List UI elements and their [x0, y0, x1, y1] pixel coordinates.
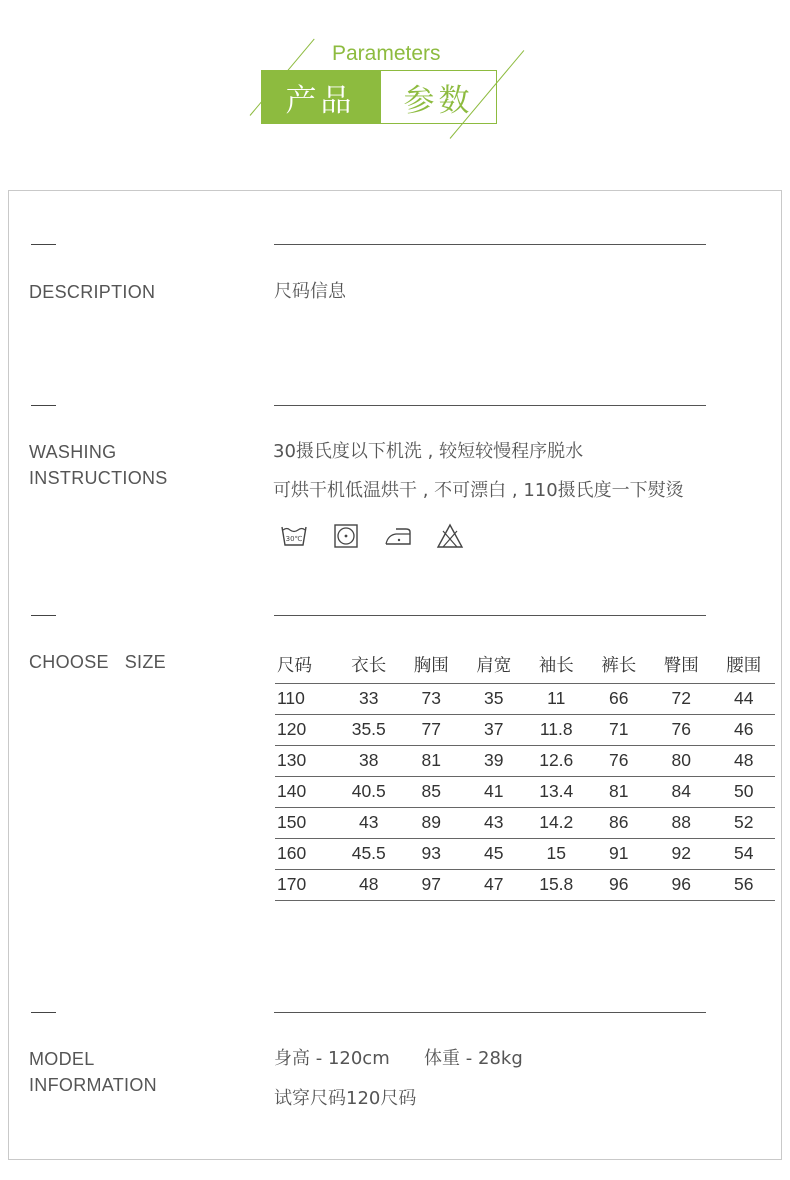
table-cell: 71	[588, 714, 651, 745]
table-cell: 73	[400, 683, 463, 714]
table-cell: 76	[650, 714, 713, 745]
table-cell: 15.8	[525, 869, 588, 900]
table-cell: 170	[275, 869, 338, 900]
section-rule	[274, 1012, 706, 1013]
table-cell: 96	[588, 869, 651, 900]
model-label-line1: MODEL	[29, 1049, 95, 1069]
table-cell: 85	[400, 776, 463, 807]
table-cell: 35	[463, 683, 526, 714]
table-cell: 97	[400, 869, 463, 900]
care-icons	[277, 523, 467, 549]
table-cell: 47	[463, 869, 526, 900]
iron-icon	[381, 523, 415, 549]
table-cell: 45	[463, 838, 526, 869]
no-bleach-icon	[433, 523, 467, 549]
column-header: 胸围	[400, 647, 463, 683]
table-cell: 12.6	[525, 745, 588, 776]
model-label-line2: INFORMATION	[29, 1075, 157, 1095]
table-row	[275, 807, 775, 838]
table-cell: 45.5	[338, 838, 401, 869]
table-cell: 43	[463, 807, 526, 838]
header-subtitle: Parameters	[332, 42, 441, 65]
header-title-right: 参数	[380, 70, 497, 124]
column-header: 裤长	[588, 647, 651, 683]
wash-30c-icon	[277, 523, 311, 549]
table-cell: 93	[400, 838, 463, 869]
table-row	[275, 714, 775, 745]
table-cell: 52	[713, 807, 776, 838]
table-cell: 81	[400, 745, 463, 776]
description-label: DESCRIPTION	[29, 282, 156, 302]
table-cell: 72	[650, 683, 713, 714]
table-cell: 11.8	[525, 714, 588, 745]
column-header: 腰围	[713, 647, 776, 683]
size-label: CHOOSE SIZE	[29, 652, 166, 672]
table-cell: 140	[275, 776, 338, 807]
column-header: 尺码	[275, 647, 338, 683]
section-dash	[31, 244, 56, 245]
model-label	[29, 1046, 157, 1098]
section-dash	[31, 1012, 56, 1013]
table-cell: 110	[275, 683, 338, 714]
parameters-header	[240, 20, 560, 150]
washing-label-line1: WASHING	[29, 442, 117, 462]
section-dash	[31, 405, 56, 406]
table-cell: 13.4	[525, 776, 588, 807]
table-cell: 41	[463, 776, 526, 807]
table-row	[275, 869, 775, 900]
table-cell: 91	[588, 838, 651, 869]
table-row	[275, 776, 775, 807]
table-cell: 44	[713, 683, 776, 714]
table-cell: 84	[650, 776, 713, 807]
table-cell: 50	[713, 776, 776, 807]
table-cell: 35.5	[338, 714, 401, 745]
table-cell: 76	[588, 745, 651, 776]
size-table-body	[275, 683, 775, 900]
table-cell: 46	[713, 714, 776, 745]
table-cell: 56	[713, 869, 776, 900]
washing-label-line2: INSTRUCTIONS	[29, 468, 168, 488]
table-cell: 43	[338, 807, 401, 838]
table-cell: 130	[275, 745, 338, 776]
table-cell: 81	[588, 776, 651, 807]
table-cell: 80	[650, 745, 713, 776]
table-row	[275, 683, 775, 714]
table-row	[275, 838, 775, 869]
column-header: 臀围	[650, 647, 713, 683]
table-cell: 86	[588, 807, 651, 838]
size-table	[275, 647, 775, 901]
table-cell: 14.2	[525, 807, 588, 838]
table-cell: 11	[525, 683, 588, 714]
table-cell: 48	[338, 869, 401, 900]
table-cell: 37	[463, 714, 526, 745]
table-cell: 88	[650, 807, 713, 838]
description-value: 尺码信息	[274, 281, 346, 302]
washing-label	[29, 439, 168, 491]
table-row	[275, 745, 775, 776]
table-cell: 77	[400, 714, 463, 745]
column-header: 肩宽	[463, 647, 526, 683]
column-header: 衣长	[338, 647, 401, 683]
section-rule	[274, 615, 706, 616]
table-cell: 39	[463, 745, 526, 776]
table-cell: 92	[650, 838, 713, 869]
table-cell: 89	[400, 807, 463, 838]
table-cell: 38	[338, 745, 401, 776]
column-header: 袖长	[525, 647, 588, 683]
size-table-header	[275, 647, 775, 683]
parameters-panel	[8, 190, 782, 1160]
table-cell: 150	[275, 807, 338, 838]
washing-line2: 可烘干机低温烘干 , 不可漂白 , 110摄氏度一下熨烫	[273, 480, 684, 501]
table-cell: 120	[275, 714, 338, 745]
section-dash	[31, 615, 56, 616]
table-cell: 15	[525, 838, 588, 869]
table-cell: 54	[713, 838, 776, 869]
washing-line1: 30摄氏度以下机洗 , 较短较慢程序脱水	[273, 441, 584, 462]
wash-temp-label: 30℃	[285, 535, 303, 543]
table-cell: 33	[338, 683, 401, 714]
section-rule	[274, 244, 706, 245]
table-cell: 66	[588, 683, 651, 714]
tumble-dry-low-icon	[329, 523, 363, 549]
table-cell: 40.5	[338, 776, 401, 807]
table-cell: 96	[650, 869, 713, 900]
section-rule	[274, 405, 706, 406]
header-title-left: 产品	[261, 70, 380, 124]
model-trial-size: 试穿尺码120尺码	[274, 1088, 417, 1109]
table-cell: 160	[275, 838, 338, 869]
model-measurements: 身高 - 120cm 体重 - 28kg	[274, 1048, 523, 1069]
table-cell: 48	[713, 745, 776, 776]
